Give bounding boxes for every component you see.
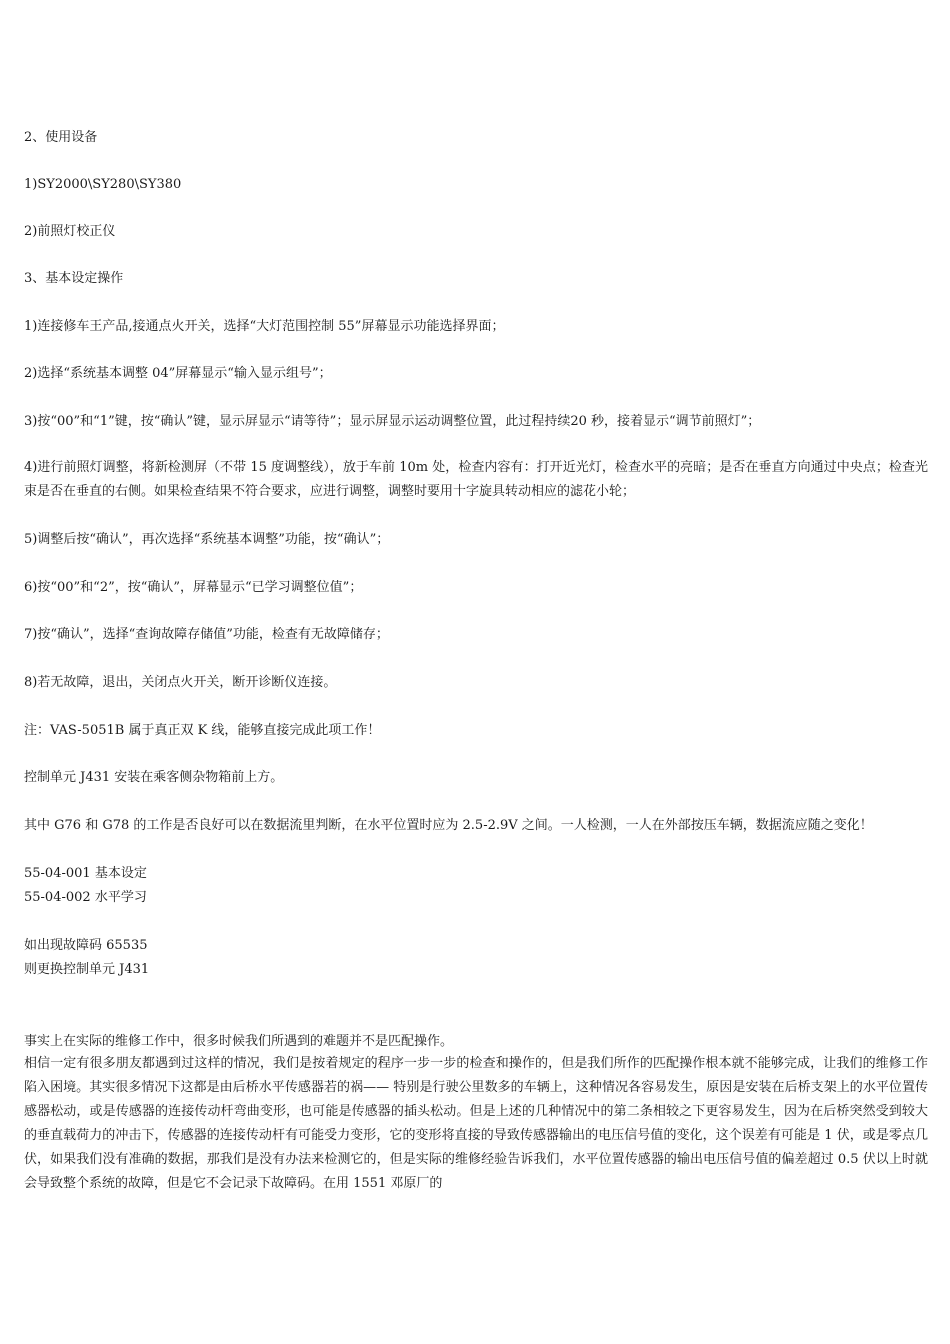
step-6: 6)按“00”和“2”，按“确认”，屏幕显示“已学习调整位值”； bbox=[24, 580, 363, 595]
step-8: 8)若无故障，退出，关闭点火开关，断开诊断仪连接。 bbox=[24, 675, 337, 690]
closing-body: 相信一定有很多朋友都遇到过这样的情况，我们是按着规定的程序一步一步的检查和操作的，但是我们所作的匹配操作根本就不能够完成，让我们的维修工作陷入困境。其实很多情况下这都是由后桥水平传感器若的祸—— 特别是行驶公里数多的车辆上，这种情况各容易发生，原因是安装在后桥支架上的水平位置传感器松动，或是传感器的连接传动杆弯曲变形，也可能是传感器的插头松动。但是上述的几种情况中的第二条相较之下更容易发生，因为在后桥突然受到较大的垂直载荷力的冲击下，传感器的连接传动杆有可能受力变形，它的变形将直接的导致传感器输出的电压信号值的变化，这个误差有可能是 1 伏，或是零点几伏，如果我们没有准确的数据，那我们是没有办法来检测它的，但是实际的维修经验告诉我们，水平位置传感器的输出电压信号值的偏差超过 0.5 伏以上时就会导致整个系统的故障，但是它不会记录下故障码。在用 1551 邓原厂的 bbox=[24, 1056, 928, 1191]
control-unit-location: 控制单元 J431 安装在乘客侧杂物箱前上方。 bbox=[24, 770, 284, 785]
step-1: 1)连接修车王产品,接通点火开关，选择“大灯范围控制 55”屏幕显示功能选择界面； bbox=[24, 319, 505, 334]
equipment-item-scanners: 1)SY2000\SY280\SY380 bbox=[24, 177, 182, 192]
closing-intro: 事实上在实际的维修工作中，很多时候我们所遇到的难题并不是匹配操作。 bbox=[24, 1034, 454, 1049]
note-line: 注：VAS-5051B 属于真正双 K 线，能够直接完成此项工作！ bbox=[24, 723, 381, 738]
step-4: 4)进行前照灯调整，将新检测屏（不带 15 度调整线），放于车前 10m 处，检查内容有：打开近光灯，检查水平的亮暗；是否在垂直方向通过中央点；检查光束是否在垂直的右侧。如果检查结果不符合要求，应进行调整，调整时要用十字旋具转动相应的滤花小轮； bbox=[24, 460, 928, 499]
fault-code-line: 如出现故障码 65535 bbox=[24, 938, 148, 953]
step-3: 3)按“00”和“1”键，按“确认”键，显示屏显示“请等待”；显示屏显示运动调整位置，此过程持续20 秒，接着显示“调节前照灯”； bbox=[24, 414, 761, 429]
step-7: 7)按“确认”，选择“查询故障存储值”功能，检查有无故障储存； bbox=[24, 627, 389, 642]
section-heading-equipment: 2、使用设备 bbox=[24, 130, 98, 145]
section-heading-basic-setting: 3、基本设定操作 bbox=[24, 271, 124, 286]
replace-unit-line: 则更换控制单元 J431 bbox=[24, 962, 150, 977]
code-basic-setting: 55-04-001 基本设定 bbox=[24, 866, 147, 881]
sensor-check-text: 其中 G76 和 G78 的工作是否良好可以在数据流里判断，在水平位置时应为 2.5-2.9V 之间。一人检测，一人在外部按压车辆，数据流应随之变化！ bbox=[24, 818, 873, 833]
code-level-learning: 55-04-002 水平学习 bbox=[24, 890, 147, 905]
equipment-item-headlamp-aligner: 2)前照灯校正仪 bbox=[24, 224, 116, 239]
step-2: 2)选择“系统基本调整 04”屏幕显示“输入显示组号”； bbox=[24, 366, 332, 381]
step-5: 5)调整后按“确认”，再次选择“系统基本调整”功能，按“确认”； bbox=[24, 532, 390, 547]
